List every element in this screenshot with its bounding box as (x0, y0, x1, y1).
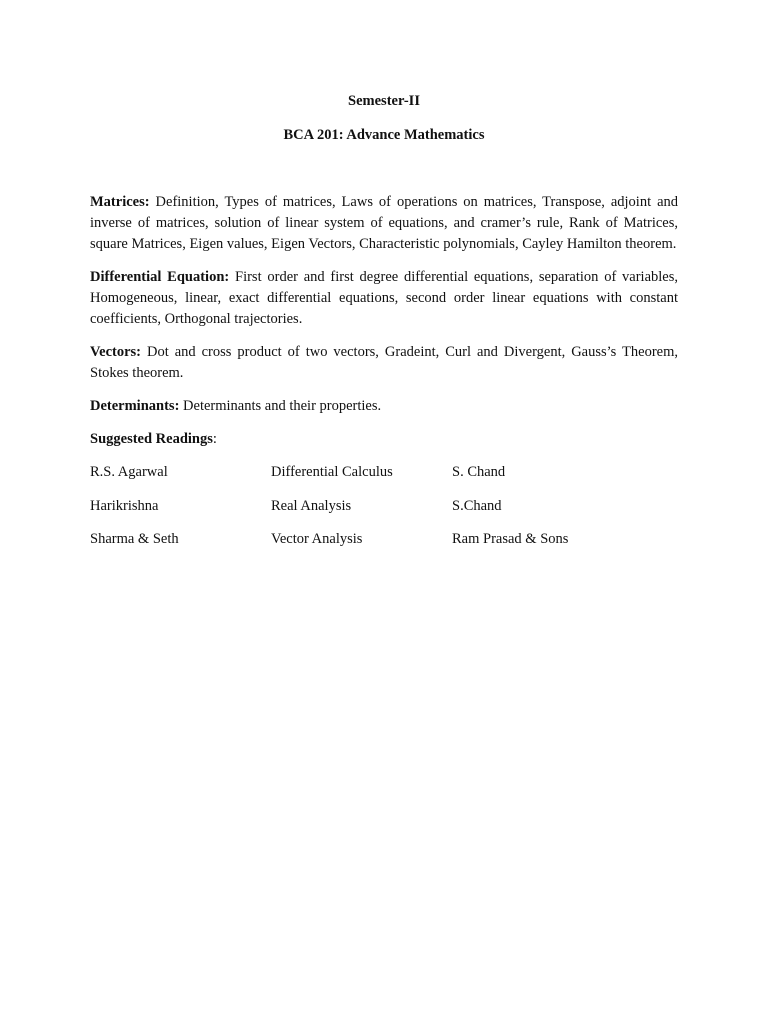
course-title: BCA 201: Advance Mathematics (283, 127, 485, 143)
reading-publisher: S. Chand (452, 464, 506, 480)
topic-heading: Matrices: (90, 194, 150, 210)
topic-heading: Differential Equation: (90, 269, 230, 285)
reading-author: R.S. Agarwal (90, 464, 168, 480)
reading-row (90, 462, 678, 483)
readings-heading-colon: : (212, 431, 217, 447)
reading-row (90, 496, 678, 517)
semester-heading: Semester-II (348, 93, 420, 109)
syllabus-content (90, 192, 678, 563)
topic-text: Dot and cross product of two vectors, Gradeint, Curl and Divergent, Gauss’s Theorem, Stokes theorem. (90, 344, 678, 381)
reading-author: Harikrishna (90, 497, 159, 514)
topic-text: First order and first degree differential equations, separation of variables, Homogeneous, linear, exact differential equations, second order linear equations with constant coefficients, Orthogonal trajectories. (90, 269, 679, 327)
readings-heading-text: Suggested Readings (90, 431, 213, 447)
reading-publisher: S.Chand (452, 497, 502, 514)
topic-heading: Determinants: (90, 398, 180, 414)
suggested-readings-heading (90, 429, 678, 450)
topic-text: Definition, Types of matrices, Laws of operations on matrices, Transpose, adjoint and inverse of matrices, solution of linear system of equations, and cramer’s rule, Rank of Matrices, square Matrices, Eigen values, Eigen Vectors, Characteristic polynomials, Cayley Hamilton theorem. (90, 194, 678, 252)
topic-matrices (90, 192, 678, 255)
reading-title: Real Analysis (271, 497, 352, 514)
reading-title: Vector Analysis (271, 531, 363, 547)
topic-vectors (90, 342, 678, 384)
topic-heading: Vectors: (90, 344, 141, 360)
reading-row (90, 529, 678, 550)
reading-author: Sharma & Seth (90, 531, 179, 547)
topic-differential-equation (90, 267, 678, 330)
topic-determinants (90, 396, 678, 417)
reading-publisher: Ram Prasad & Sons (452, 531, 569, 547)
reading-title: Differential Calculus (271, 464, 393, 480)
topic-text: Determinants and their properties. (179, 398, 382, 414)
